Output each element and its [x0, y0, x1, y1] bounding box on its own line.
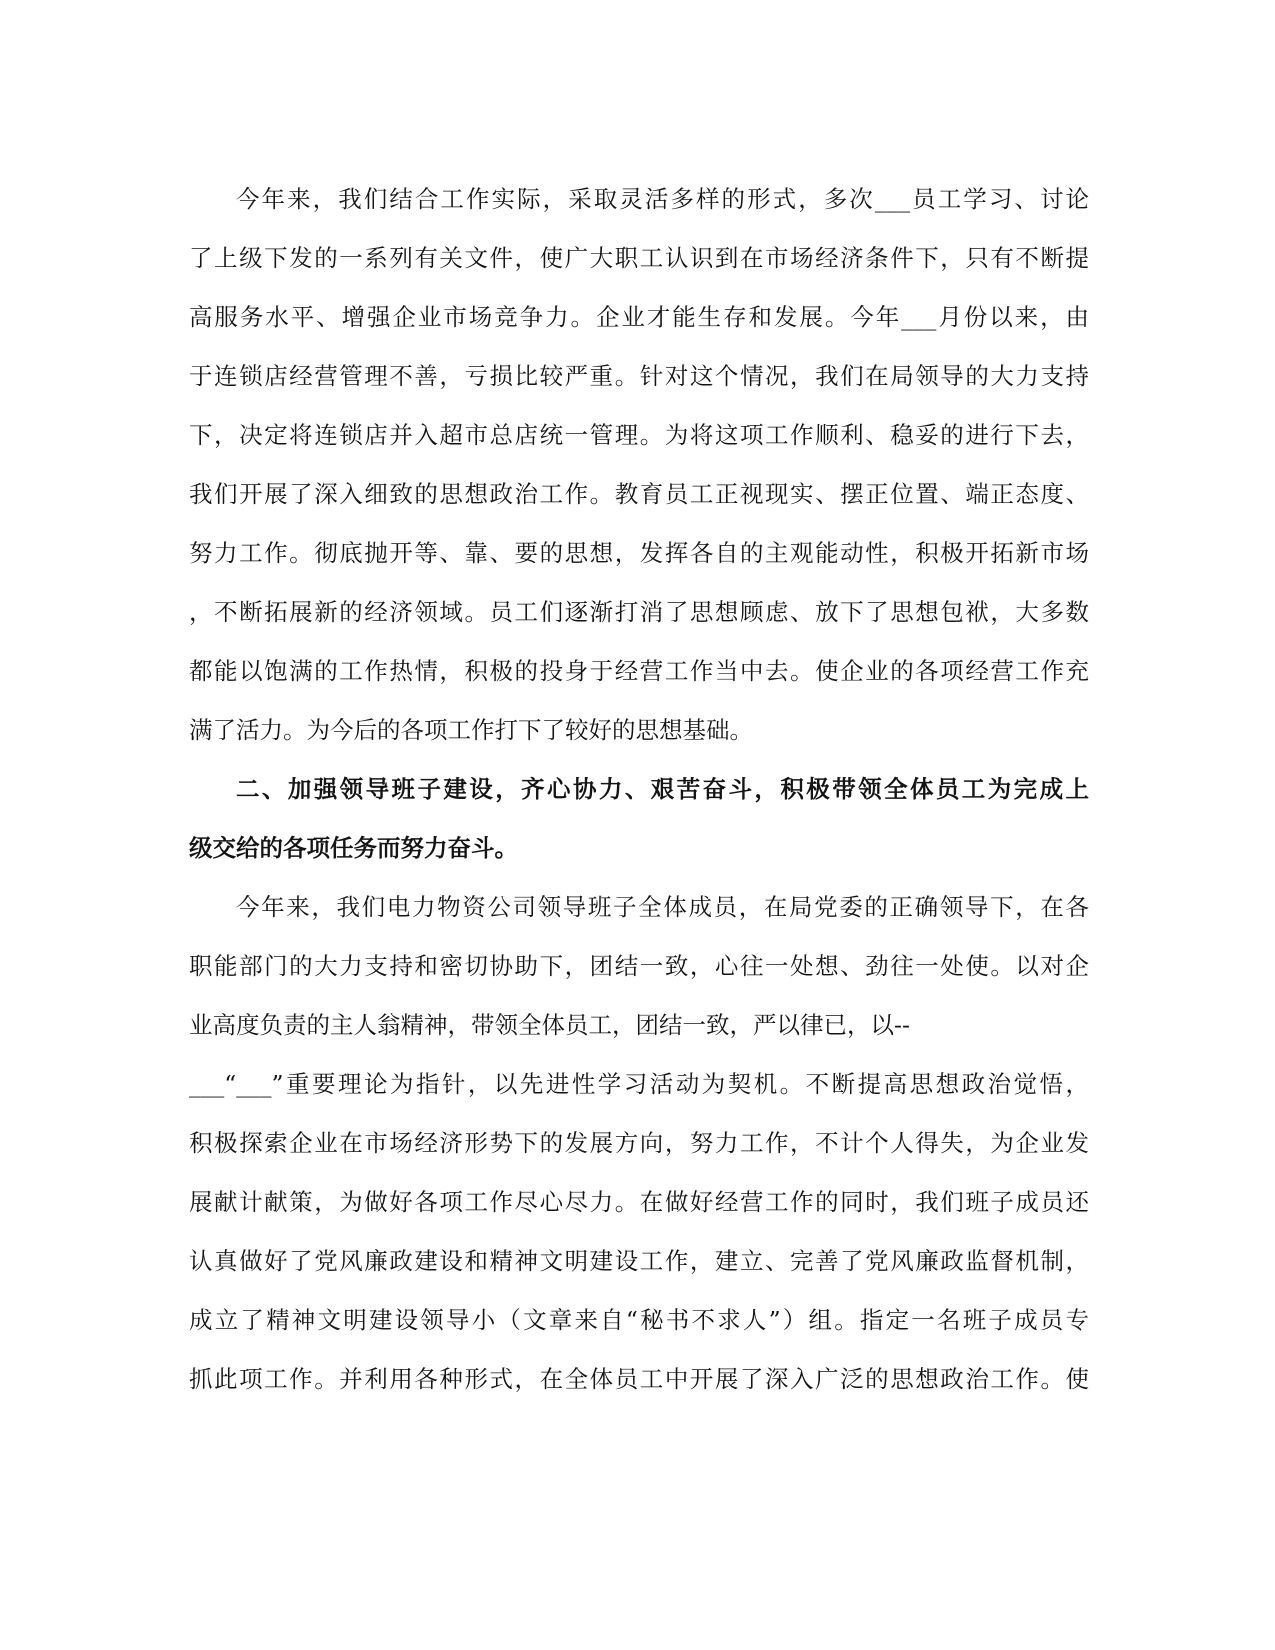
document-body: [189, 170, 1089, 1409]
paragraph-2-line-3: 业高度负责的主人翁精神，带领全体员工，团结一致，严以律已，以--: [189, 1011, 910, 1039]
paragraph-1-line-6: 我们开展了深入细致的思想政治工作。教育员工正视现实、摆正位置、端正态度、: [189, 480, 1089, 508]
paragraph-2-line-7: 认真做好了党风廉政建设和精神文明建设工作，建立、完善了党风廉政监督机制，: [189, 1247, 1089, 1275]
paragraph-2-line-2: 职能部门的大力支持和密切协助下，团结一致，心往一处想、劲往一处使。以对企: [189, 952, 1089, 980]
paragraph-1-line-10: 满了活力。为今后的各项工作打下了较好的思想基础。: [189, 716, 753, 744]
section-heading-line-1: 二、加强领导班子建设，齐心协力、艰苦奋斗，积极带领全体员工为完成上: [236, 775, 1089, 803]
paragraph-2-line-8: 成立了精神文明建设领导小（文章来自“秘书不求人”）组。指定一名班子成员专: [189, 1306, 1089, 1334]
paragraph-1-line-2: 了上级下发的一系列有关文件，使广大职工认识到在市场经济条件下，只有不断提: [189, 244, 1089, 272]
paragraph-1-line-4: 于连锁店经营管理不善，亏损比较严重。针对这个情况，我们在局领导的大力支持: [189, 362, 1089, 390]
paragraph-1-line-5: 下，决定将连锁店并入超市总店统一管理。为将这项工作顺利、稳妥的进行下去，: [189, 421, 1089, 449]
paragraph-1-line-9: 都能以饱满的工作热情，积极的投身于经营工作当中去。使企业的各项经营工作充: [189, 657, 1089, 685]
paragraph-2-line-5: 积极探索企业在市场经济形势下的发展方向，努力工作，不计个人得失，为企业发: [189, 1129, 1089, 1157]
paragraph-1-line-8: ，不断拓展新的经济领域。员工们逐渐打消了思想顾虑、放下了思想包袱，大多数: [189, 598, 1089, 626]
paragraph-2-line-4: ___“___”重要理论为指针，以先进性学习活动为契机。不断提高思想政治觉悟，: [189, 1070, 1089, 1098]
paragraph-1-line-7: 努力工作。彻底抛开等、靠、要的思想，发挥各自的主观能动性，积极开拓新市场: [189, 539, 1089, 567]
paragraph-1-line-3: 高服务水平、增强企业市场竞争力。企业才能生存和发展。今年___月份以来，由: [189, 303, 1089, 331]
section-heading-line-2: 级交给的各项任务而努力奋斗。: [189, 834, 518, 862]
paragraph-2-line-1: 今年来，我们电力物资公司领导班子全体成员，在局党委的正确领导下，在各: [236, 893, 1089, 921]
paragraph-2-line-9: 抓此项工作。并利用各种形式，在全体员工中开展了深入广泛的思想政治工作。使: [189, 1365, 1089, 1393]
paragraph-1-line-1: 今年来，我们结合工作实际，采取灵活多样的形式，多次___员工学习、讨论: [236, 185, 1089, 213]
paragraph-2-line-6: 展献计献策，为做好各项工作尽心尽力。在做好经营工作的同时，我们班子成员还: [189, 1188, 1089, 1216]
